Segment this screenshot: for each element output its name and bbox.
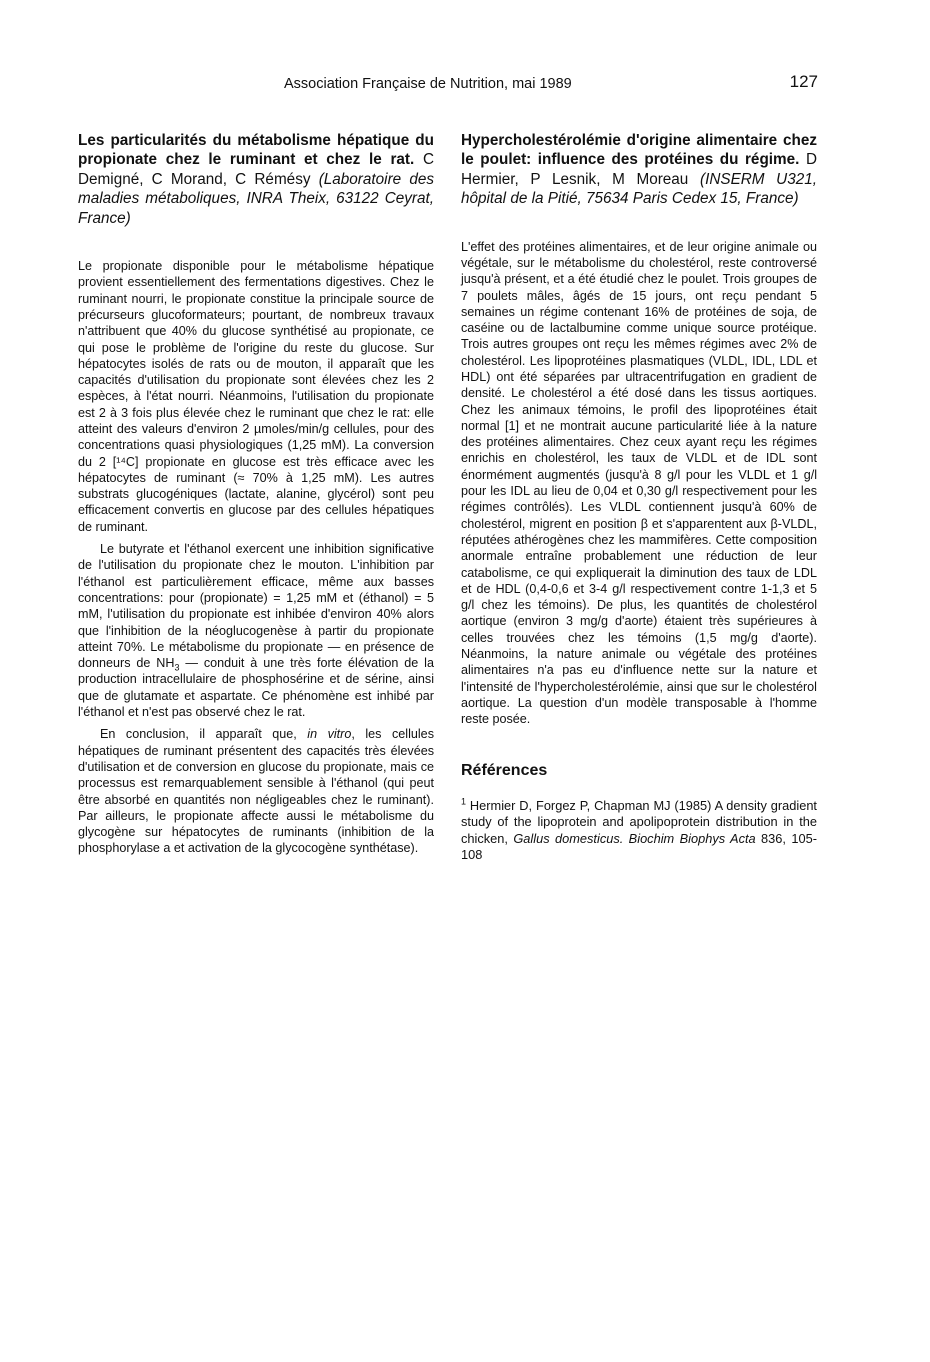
reference-item xyxy=(461,798,817,864)
left-article-title: Les particularités du métabolisme hépatique du propionate chez le ruminant et chez le rat. xyxy=(78,132,434,169)
running-header xyxy=(78,72,818,98)
right-column-article xyxy=(461,131,817,864)
left-column-article xyxy=(78,131,434,857)
left-p2-part-b: — conduit à une très forte élévation de la production intracellulaire de phosphosérine et de sérine, ainsi que de glutamate et aspartate. Ce phénomène est inhibé par l'éthanol et n'est pas observé chez le rat. xyxy=(78,656,434,720)
journal-header: Association Française de Nutrition, mai 1989 xyxy=(284,76,572,92)
right-article-body: L'effet des protéines alimentaires, et de leur origine animale ou végétale, sur le métabolisme du cholestérol, reste controversé jusqu'à présent, et a été étudié chez le poulet. Trois groupes de 7 poulets mâles, âgés de 15 jours, ont reçu pendant 5 semaines un régime contenant 16% de protéines de soja, de caséine ou de lactalbumine comme unique source protéique. Trois autres groupes ont reçu les mêmes régimes avec 2% de cholestérol. Les lipoprotéines plasmatiques (VLDL, IDL, LDL et HDL) ont été séparées par ultracentrifugation en gradient de densité. Le cholestérol a été dosé dans les tissus aortiques. Chez les animaux témoins, le profil des lipoprotéines était normal [1] et ne montrait aucune particularité liée à la nature des protéines alimentaires. Chez ceux ayant reçu les régimes enrichis en cholestérol, les taux de VLDL et de IDL sont énormément augmentés (jusqu'à 8 g/l pour les VLDL et 1 g/l pour les IDL au lieu de 0,04 et 0,30 g/l respectivement pour les régimes contrôlés). Les VLDL contiennent jusqu'à 60% de cholestérol, migrent en position β et s'apparentent aux β-VLDL, réputées athérogènes chez les mammifères. Cette composition anormale entraîne probablement une réduction de leur catabolisme, ce qui expliquerait la diminution des taux de LDL et de HDL (0,4-0,6 et 3-4 g/l respectivement contre 1-1,3 et 5 g/l chez les témoins). De plus, les quantités de cholestérol aortique (environ 3 mg/g d'aorte) étaient très supérieures à celles trouvées chez les témoins (1,5 mg/g d'aorte). Néanmoins, la nature animale ou végétale des protéines alimentaires n'a pas eu d'influence nette sur la nature et l'intensité de l'hypercholestérolémie, ainsi que sur le cholestérol aortique. La question d'un modèle transposable à l'homme reste posée. xyxy=(461,239,817,727)
right-article-title: Hypercholestérolémie d'origine alimentaire chez le poulet: influence des protéines du régime. xyxy=(461,132,817,169)
left-article-affiliation: (Laboratoire des maladies métaboliques, INRA Theix, 63122 Ceyrat, France) xyxy=(78,170,435,227)
references-heading: Références xyxy=(461,761,548,779)
left-paragraph-3 xyxy=(78,726,434,856)
left-p3-part-a: En conclusion, il apparaît que, xyxy=(100,727,308,742)
right-article-heading xyxy=(461,131,817,209)
left-p3-italic: in vitro xyxy=(307,727,352,742)
page-number: 127 xyxy=(789,72,818,91)
left-p3-part-b: , les cellules hépatiques de ruminant présentent des capacités très élevées d'utilisation et de conversion en glucose du propionate, mais ce processus est remarquablement sensible à l'éthanol (qui peut être absorbé en quantités non négligeables chez le ruminant). Par ailleurs, le propionate affecte aussi le métabolisme du glycogène sur hépatocytes de ruminants (inhibition de la phosphorylase a et activation de la glycocogène synthétase). xyxy=(78,727,434,856)
nh3-subscript: 3 xyxy=(174,662,180,673)
left-article-heading xyxy=(78,131,434,228)
left-paragraph-2 xyxy=(78,541,434,720)
right-article-authors: D Hermier, P Lesnik, M Moreau xyxy=(461,151,818,188)
reference-journal: Gallus domesticus. Biochim Biophys Acta xyxy=(513,830,756,846)
left-paragraph-1: Le propionate disponible pour le métabolisme hépatique provient essentiellement des fermentations digestives. Chez le ruminant nourri, le propionate constitue la principale source de précurseurs glucoformateurs; pourtant, de nombreux travaux n'attribuent que 40% du glucose synthétisé au propionate, ce qui pose le problème de l'origine du reste du glucose. Sur hépatocytes isolés de rats ou de mouton, il apparaît que les capacités d'utilisation du propionate sont élevées chez les 2 espèces, à l'état nourri. Néanmoins, l'utilisation du propionate est 2 à 3 fois plus élevée chez le ruminant que chez le rat: elle atteint des valeurs d'environ 2 µmoles/min/g cellules, pour des concentrations quasi physiologiques (1,25 mM). La conversion du 2 [¹⁴C] propionate en glucose est très efficace avec les hépatocytes de ruminant (≈ 70% à 1,25 mM). Les autres substrats glucogéniques (lactate, alanine, glycérol) sont peu efficacement convertis en glucose par des cellules hépatiques de ruminant. xyxy=(78,259,434,534)
left-p2-part-a: Le butyrate et l'éthanol exercent une inhibition significative de l'utilisation du propionate chez le mouton. L'inhibition par l'éthanol est particulièrement efficace, même aux basses concentrations: pour (propionate) = 1,25 mM et (éthanol) = 5 mM, l'utilisation du propionate est inhibée d'environ 40% alors que l'inhibition de la néoglucogenèse à partir du propionate atteint 70%. Le métabolisme du propionate — en présence de donneurs de NH xyxy=(78,542,434,671)
left-article-authors: C Demigné, C Morand, C Rémésy xyxy=(78,151,435,188)
reference-number: 1 xyxy=(461,796,467,807)
reference-pages: 836, 105-108 xyxy=(461,830,817,863)
reference-text: Hermier D, Forgez P, Chapman MJ (1985) A density gradient study of the lipoprotein and apolipoprotein distribution in the chicken, xyxy=(461,797,817,846)
right-article-affiliation: (INSERM U321, hôpital de la Pitié, 75634 Paris Cedex 15, France) xyxy=(461,170,818,208)
